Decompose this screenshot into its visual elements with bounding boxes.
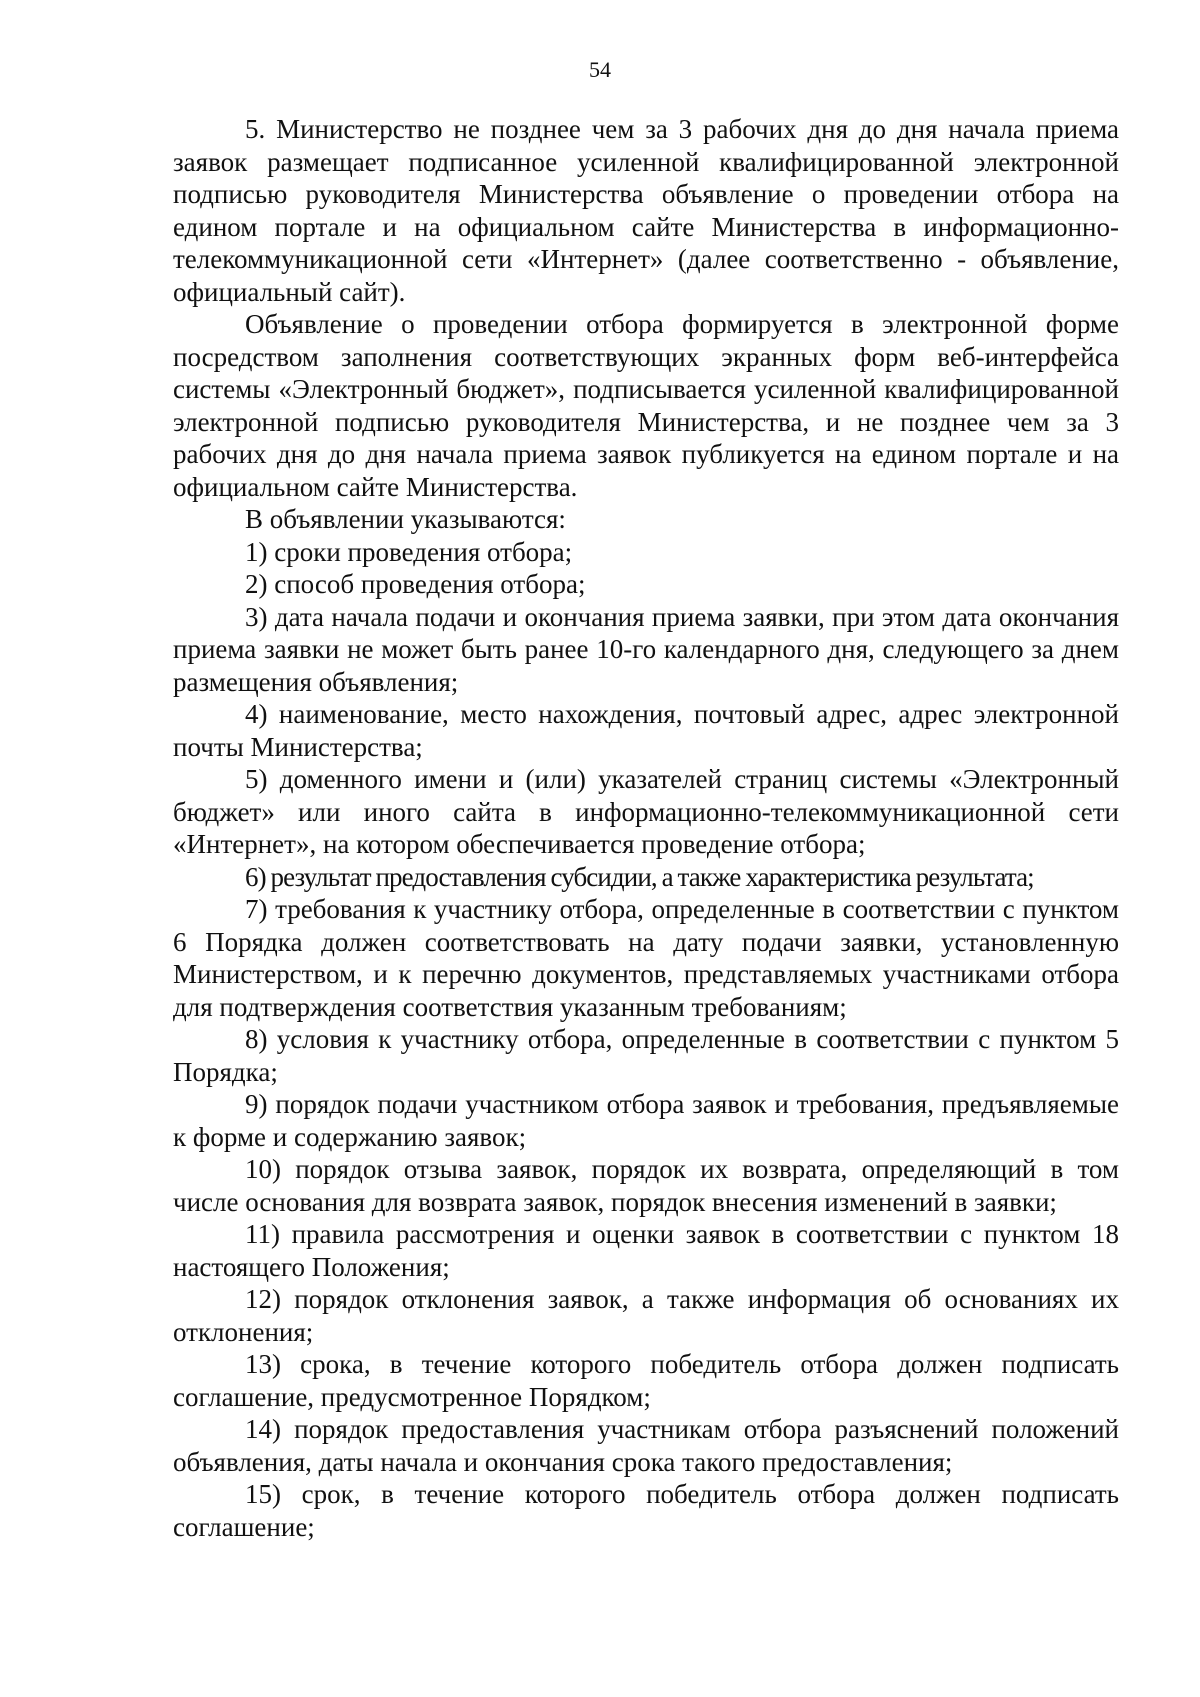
list-item-1: 1) сроки проведения отбора; [245, 536, 573, 567]
list-item-3: 3) дата начала подачи и окончания приема заявки, при этом дата окончания приема заявки не может быть ранее 10-го календарного дня, следующего за днем размещения объявления; [173, 601, 1119, 697]
list-item-10: 10) порядок отзыва заявок, порядок их возврата, определяющий в том числе основания для возврата заявок, порядок внесения изменений в заявки; [173, 1154, 1119, 1217]
list-item-13: 13) срока, в течение которого победитель отбора должен подписать соглашение, предусмотренное Порядком; [173, 1349, 1119, 1412]
paragraph-list-intro: В объявлении указываются: [245, 504, 566, 534]
list-item-11: 11) правила рассмотрения и оценки заявок в соответствии с пунктом 18 настоящего Положения; [173, 1219, 1119, 1282]
list-item-8: 8) условия к участнику отбора, определенные в соответствии с пунктом 5 Порядка; [173, 1024, 1119, 1087]
paragraph-item-5: 5. Министерство не позднее чем за 3 рабочих дня до дня начала приема заявок размещает подписанное усиленной квалифицированной электронной подписью руководителя Министерства объявление о проведении отбора на едином портале и на официальном сайте Министерства в информационно-телекоммуникационной сети «Интернет» (далее соответственно - объявление, официальный сайт). [173, 114, 1119, 307]
list-item-5: 5) доменного имени и (или) указателей страниц системы «Электронный бюджет» или иного сайта в информационно-телекоммуникационной сети «Интернет», на котором обеспечивается проведение отбора; [173, 764, 1119, 859]
list-item-2: 2) способ проведения отбора; [245, 569, 586, 599]
list-item-9: 9) порядок подачи участником отбора заявок и требования, предъявляемые к форме и содержанию заявок; [173, 1089, 1119, 1152]
document-body [173, 113, 1119, 1543]
list-item-12: 12) порядок отклонения заявок, а также информация об основаниях их отклонения; [173, 1284, 1119, 1347]
list-item-6: 6) результат предоставления субсидии, а также характеристика результата; [245, 861, 1034, 892]
paragraph-announcement-form: Объявление о проведении отбора формируется в электронной форме посредством заполнения соответствующих экранных форм веб-интерфейса системы «Электронный бюджет», подписывается усиленной квалифицированной электронной подписью руководителя Министерства, и не позднее чем за 3 рабочих дня до дня начала приема заявок публикуется на едином портале и на официальном сайте Министерства. [173, 309, 1119, 502]
list-item-7: 7) требования к участнику отбора, определенные в соответствии с пунктом 6 Порядка должен соответствовать на дату подачи заявки, установленную Министерством, и к перечню документов, представляемых участниками отбора для подтверждения соответствия указанным требованиям; [173, 894, 1119, 1022]
list-item-15: 15) срок, в течение которого победитель отбора должен подписать соглашение; [173, 1479, 1119, 1542]
page-number: 54 [589, 57, 611, 82]
list-item-4: 4) наименование, место нахождения, почтовый адрес, адрес электронной почты Министерства; [173, 699, 1119, 762]
list-item-14: 14) порядок предоставления участникам отбора разъяснений положений объявления, даты начала и окончания срока такого предоставления; [173, 1414, 1119, 1477]
